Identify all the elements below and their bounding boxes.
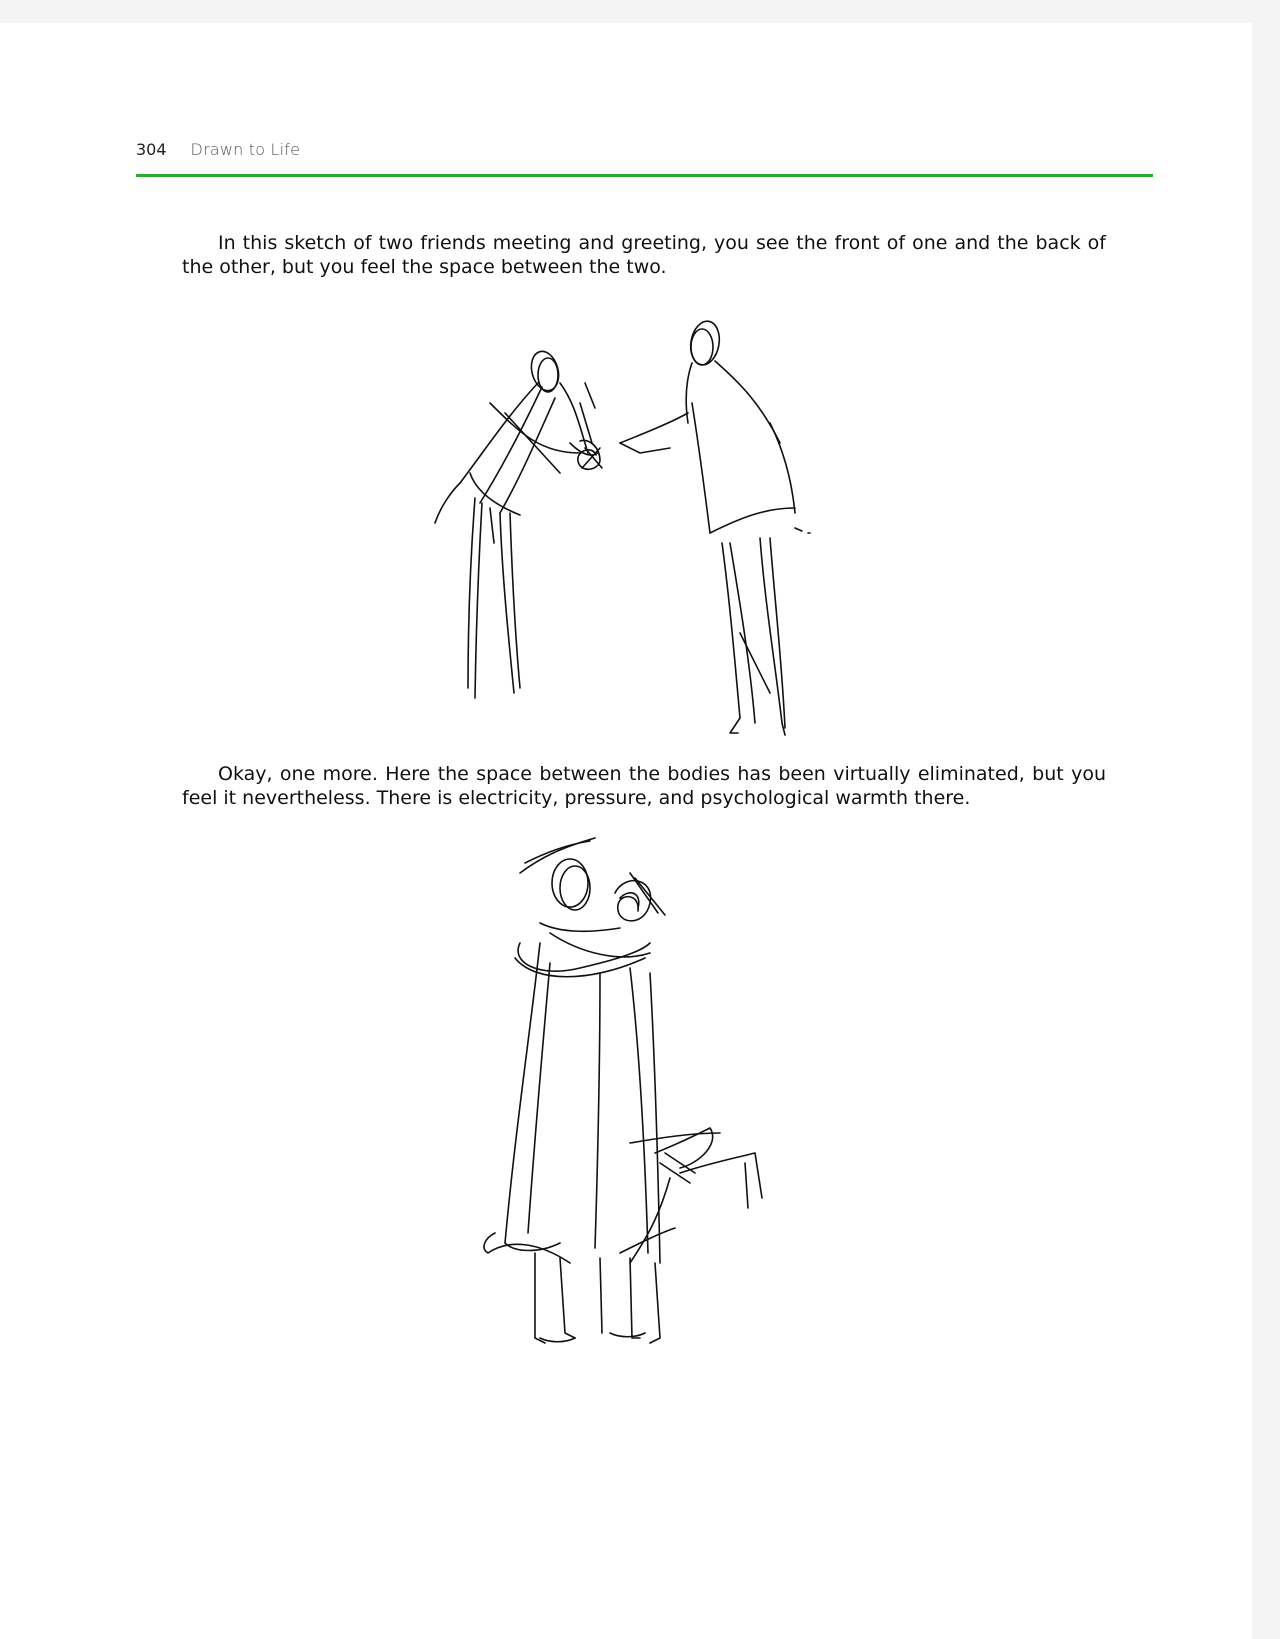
greeting-sketch — [430, 303, 850, 773]
book-page — [0, 23, 1252, 1639]
paragraph-greeting: In this sketch of two friends meeting and greeting, you see the front of one and the back of the other, but you feel the space between the two. — [182, 232, 1106, 278]
paragraph-embrace: Okay, one more. Here the space between the bodies has been virtually eliminated, but you feel it nevertheless. There is electricity, pressure, and psychological warmth there. — [182, 763, 1106, 809]
header-rule — [136, 174, 1153, 177]
page-number: 304 — [136, 140, 167, 159]
book-title: Drawn to Life — [190, 140, 301, 159]
embrace-sketch — [480, 833, 820, 1413]
running-head — [136, 140, 300, 159]
